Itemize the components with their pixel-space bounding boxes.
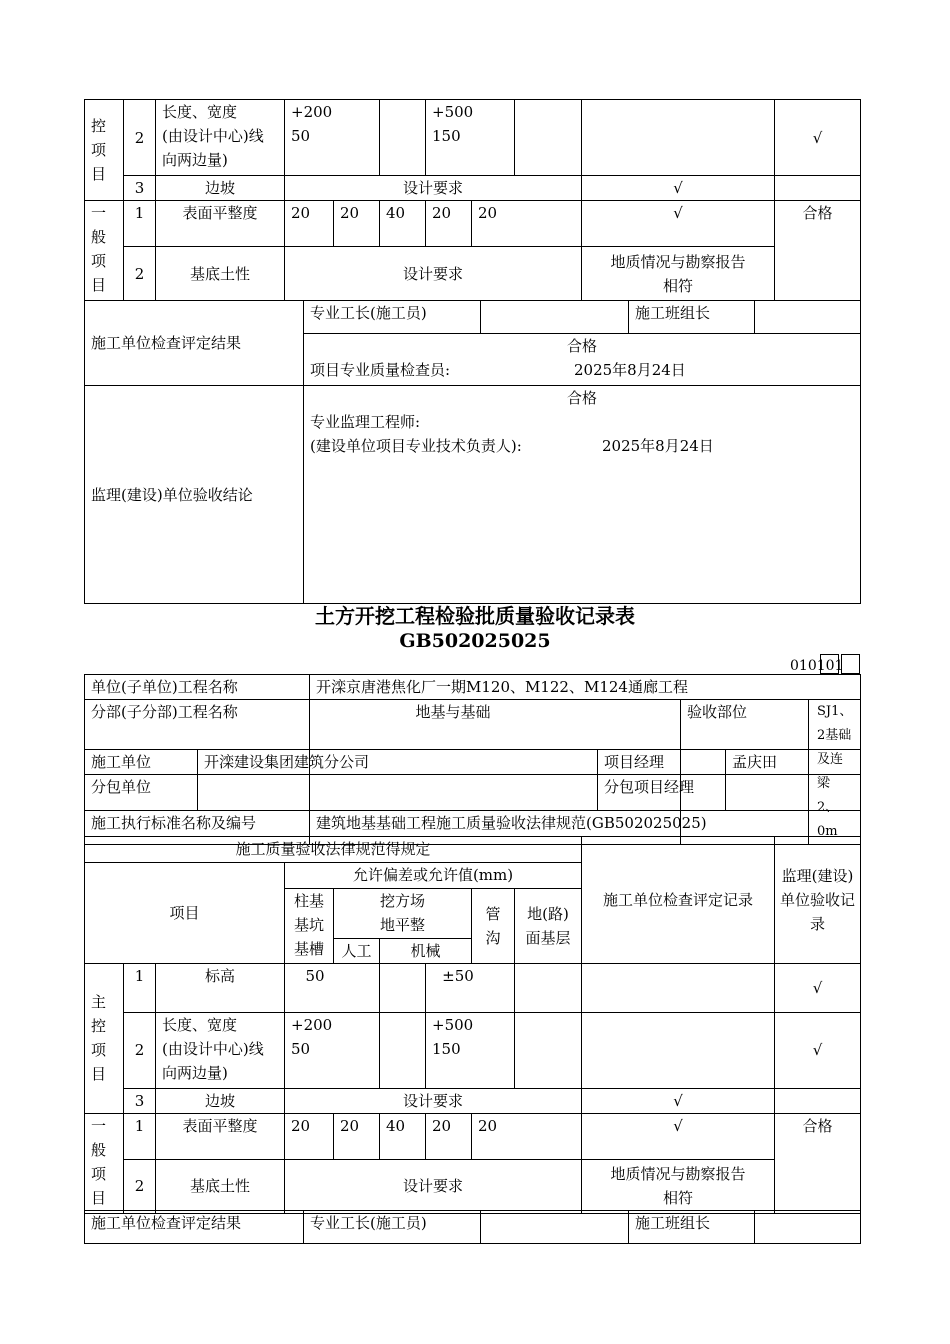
check-mark: √: [775, 964, 861, 1013]
value-5: 20: [472, 201, 582, 247]
value-3: 40: [380, 1113, 426, 1159]
unit-project-value: 开滦京唐港焦化厂一期M120、M122、M124通廊工程: [310, 675, 861, 700]
value-pit: 50: [285, 964, 380, 1013]
value-2: 20: [334, 1113, 380, 1159]
design-requirement: 设计要求: [285, 1088, 582, 1113]
item-name: 边坡: [156, 1088, 285, 1113]
row-number: 2: [124, 1012, 156, 1088]
number-box: [841, 654, 860, 674]
row-number: 2: [124, 100, 156, 176]
design-requirement: 设计要求: [285, 1159, 582, 1213]
value-4: 20: [426, 1113, 472, 1159]
general-items-label: 一 般 项 目: [85, 201, 124, 301]
inspector-label: 项目专业质量检查员:: [310, 361, 451, 379]
spec-label: 施工质量验收法律规范得规定: [85, 837, 582, 863]
standard-label: 施工执行标准名称及编号: [85, 811, 310, 837]
acceptance-part-label: 验收部位: [681, 700, 809, 845]
row-number: 1: [124, 201, 156, 247]
pit-header: 柱基 基坑 基槽: [285, 889, 334, 964]
sub-pm-value: [726, 775, 861, 811]
project-manager-value: 孟庆田: [726, 750, 861, 775]
subcontractor-value: [198, 775, 598, 811]
team-leader-label: 施工班组长: [629, 301, 755, 334]
owner-tech-lead-label: (建设单位项目专业技术负责人):: [310, 437, 522, 455]
supervising-engineer-label: 专业监理工程师:: [310, 413, 421, 431]
road-base-header: 地(路) 面基层: [515, 889, 582, 964]
contractor-evaluation-table: [84, 1210, 861, 1244]
number-box: [820, 654, 839, 674]
row-number: 3: [124, 1088, 156, 1113]
foreman-label: 专业工长(施工员): [304, 301, 481, 334]
eval-date: 2025年8月24日: [574, 361, 686, 379]
subcontractor-label: 分包单位: [85, 775, 198, 811]
eval-record-header: 施工单位检查评定记录: [582, 837, 775, 964]
row-number: 1: [124, 1113, 156, 1159]
row-number: 3: [124, 176, 156, 201]
sub-pm-label: 分包项目经理: [598, 775, 726, 811]
value-road: [582, 1012, 775, 1088]
value-ditch: [515, 1012, 582, 1088]
value-2: 20: [334, 201, 380, 247]
project-manager-label: 项目经理: [598, 750, 726, 775]
value-pit: +200 50: [285, 1012, 380, 1088]
check-mark: √: [582, 201, 775, 247]
check-record: 地质情况与勘察报告 相符: [582, 1159, 775, 1213]
supervision-result: 合格: [775, 1113, 861, 1213]
standard-code: GB502025025: [399, 630, 551, 652]
check-mark: √: [775, 1012, 861, 1088]
supervision-conclusion-label: 监理(建设)单位验收结论: [85, 386, 304, 604]
check-mark: √: [582, 176, 775, 201]
check-mark: √: [775, 100, 861, 176]
value-1: 20: [285, 1113, 334, 1159]
value-machine: +500 150: [426, 100, 515, 176]
item-header: 项目: [85, 863, 285, 964]
contractor-info-table: [84, 749, 861, 811]
item-name: 表面平整度: [156, 201, 285, 247]
foreman-value: [481, 301, 629, 334]
row-number: 2: [124, 1159, 156, 1213]
contractor-value: 开滦建设集团建筑分公司: [198, 750, 598, 775]
design-requirement: 设计要求: [285, 247, 582, 301]
value-5: 20: [472, 1113, 582, 1159]
grading-header: 挖方场 地平整: [334, 889, 472, 939]
row-number: 2: [124, 247, 156, 301]
acceptance-part-value: SJ1、2基础及连梁 2、0m: [809, 700, 861, 845]
check-mark: √: [582, 1113, 775, 1159]
item-name: 基底土性: [156, 247, 285, 301]
continued-inspection-table: [84, 99, 861, 301]
contractor-evaluation-table: [84, 300, 861, 604]
item-name: 标高: [156, 964, 285, 1013]
standard-value: 建筑地基基础工程施工质量验收法律规范(GB502025025): [310, 811, 861, 837]
value-ditch: [515, 964, 582, 1013]
sub-project-label: 分部(子分部)工程名称: [85, 700, 310, 845]
team-leader-value: [755, 301, 861, 334]
item-name: 长度、宽度 (由设计中心)线 向两边量): [156, 100, 285, 176]
item-name: 长度、宽度 (由设计中心)线 向两边量): [156, 1012, 285, 1088]
supervision-record-header: 监理(建设) 单位验收记 录: [775, 837, 861, 964]
manual-header: 人工: [334, 939, 380, 964]
row-number: 1: [124, 964, 156, 1013]
value-manual: [380, 964, 426, 1013]
machine-header: 机械: [380, 939, 472, 964]
foreman-label: 专业工长(施工员): [304, 1211, 481, 1244]
form-title: 土方开挖工程检验批质量验收记录表: [315, 604, 635, 628]
eval-result: 合格: [566, 337, 597, 355]
contractor-eval-label: 施工单位检查评定结果: [85, 301, 304, 386]
check-mark: √: [582, 1088, 775, 1113]
value-machine: +500 150: [426, 1012, 515, 1088]
tolerance-header: 允许偏差或允许值(mm): [285, 863, 582, 889]
item-name: 边坡: [156, 176, 285, 201]
value-road: [582, 100, 775, 176]
supervision-conclusion-cell: [304, 386, 861, 604]
value-pit: +200 50: [285, 100, 380, 176]
main-control-label: 主 控 项 目: [85, 964, 124, 1114]
standard-info-table: [84, 810, 861, 837]
contractor-eval-label: 施工单位检查评定结果: [85, 1211, 304, 1244]
main-control-label: 控 项 目: [85, 100, 124, 201]
team-leader-label: 施工班组长: [629, 1211, 755, 1244]
supervision-result: 合格: [775, 201, 861, 301]
unit-project-label: 单位(子单位)工程名称: [85, 675, 310, 700]
value-3: 40: [380, 201, 426, 247]
team-leader-value: [755, 1211, 861, 1244]
value-manual: [380, 1012, 426, 1088]
item-name: 表面平整度: [156, 1113, 285, 1159]
value-machine: ±50: [426, 964, 515, 1013]
contractor-eval-cell: [304, 334, 861, 386]
foreman-value: [481, 1211, 629, 1244]
ditch-header: 管 沟: [472, 889, 515, 964]
value-manual: [380, 100, 426, 176]
supervision-result: 合格: [566, 389, 597, 407]
value-4: 20: [426, 201, 472, 247]
form-number: 010101: [790, 658, 844, 674]
supervision-date: 2025年8月24日: [602, 437, 714, 455]
check-record: 地质情况与勘察报告 相符: [582, 247, 775, 301]
contractor-label: 施工单位: [85, 750, 198, 775]
design-requirement: 设计要求: [285, 176, 582, 201]
value-road: [582, 964, 775, 1013]
general-items-label: 一 般 项 目: [85, 1113, 124, 1213]
item-name: 基底土性: [156, 1159, 285, 1213]
sub-project-value: 地基与基础: [310, 700, 681, 845]
inspection-table: [84, 836, 861, 1214]
value-1: 20: [285, 201, 334, 247]
value-ditch: [515, 100, 582, 176]
